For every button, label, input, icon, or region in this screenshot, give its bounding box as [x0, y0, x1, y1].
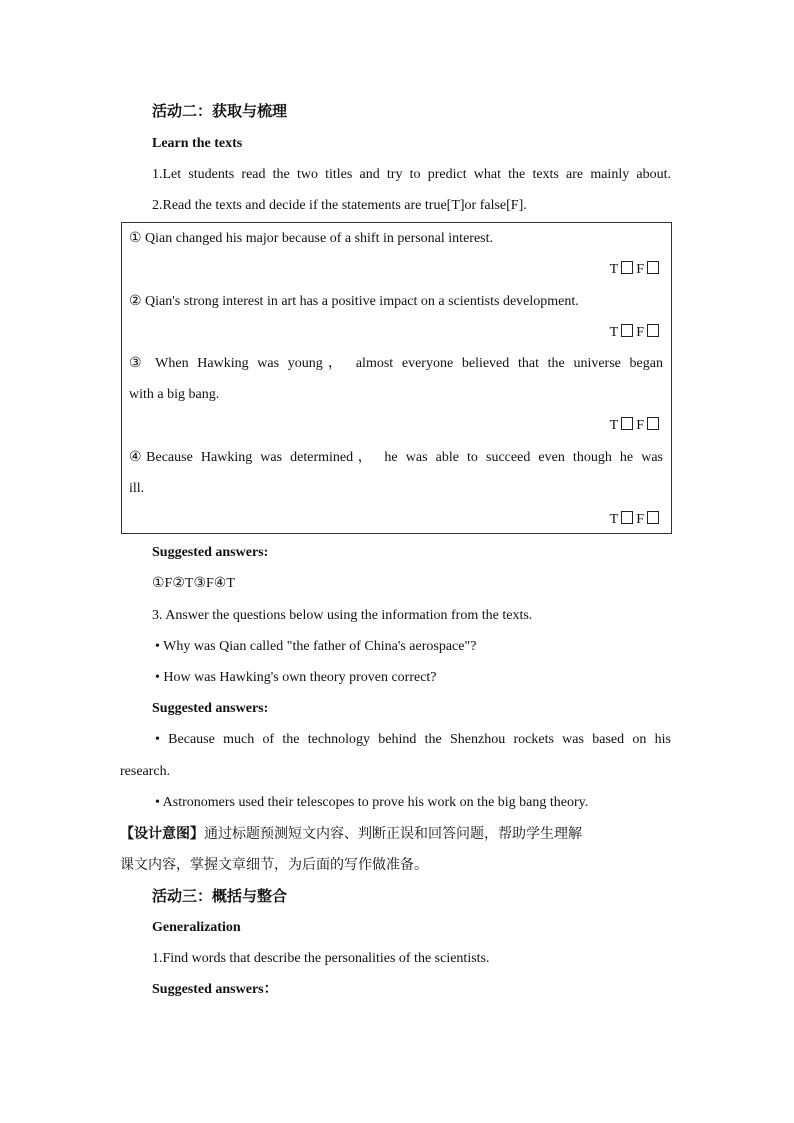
suggested-answers-label-1: Suggested answers:	[152, 545, 269, 560]
tf-choice-2	[610, 323, 662, 343]
statement-4-line-1: ④Because Hawking was determined， he was able to succeed even though he was	[129, 450, 663, 465]
design-intent-line-2: 课文内容，掌握文章细节，为后面的写作做准备。	[120, 857, 428, 873]
statement-3-line-1: ③ When Hawking was young， almost everyone believed that the universe began	[129, 356, 663, 371]
false-label: F	[636, 418, 644, 433]
tf-choice-3	[610, 416, 662, 436]
suggested-answers-label-2: Suggested answers:	[152, 701, 269, 716]
suggested-answers-label-3: Suggested answers：	[152, 982, 278, 997]
design-intent-label: 【设计意图】	[120, 826, 204, 842]
answer-1-line-1: • Because much of the technology behind the Shenzhou rockets was based on his	[155, 732, 671, 747]
statement-3-line-2: with a big bang.	[129, 387, 220, 402]
activity-three-heading: 活动三：概括与整合	[152, 887, 288, 905]
design-intent-line-1	[120, 824, 673, 844]
step-2-text: 2.Read the texts and decide if the statements are true[T]or false[F].	[152, 198, 527, 213]
generalization-subheading: Generalization	[152, 920, 241, 935]
generalization-step-1: 1.Find words that describe the personalities of the scientists.	[152, 951, 490, 966]
true-label: T	[609, 418, 619, 433]
learn-texts-subheading: Learn the texts	[152, 136, 243, 151]
answer-1-line-2: research.	[120, 764, 171, 779]
false-label: F	[636, 262, 644, 277]
answer-2: • Astronomers used their telescopes to prove his work on the big bang theory.	[155, 795, 589, 810]
true-checkbox[interactable]	[621, 417, 633, 430]
true-label: T	[609, 325, 619, 340]
question-2: • How was Hawking's own theory proven correct?	[155, 670, 437, 685]
false-checkbox[interactable]	[647, 417, 659, 430]
true-checkbox[interactable]	[621, 511, 633, 524]
false-checkbox[interactable]	[647, 511, 659, 524]
statement-1: ① Qian changed his major because of a shift in personal interest.	[129, 231, 493, 246]
true-label: T	[609, 512, 619, 527]
tf-choice-4	[610, 510, 662, 530]
true-label: T	[609, 262, 619, 277]
step-1-text: 1.Let students read the two titles and try to predict what the texts are mainly about.	[152, 167, 671, 182]
statement-2: ② Qian's strong interest in art has a positive impact on a scientists development.	[129, 294, 579, 309]
true-false-table	[121, 222, 672, 534]
step-3-text: 3. Answer the questions below using the information from the texts.	[152, 608, 533, 623]
false-checkbox[interactable]	[647, 324, 659, 337]
activity-two-heading: 活动二：获取与梳理	[152, 102, 288, 120]
statement-4-line-2: ill.	[129, 481, 145, 496]
design-intent-text: 通过标题预测短文内容、判断正误和回答问题，帮助学生理解	[204, 826, 582, 842]
tf-choice-1	[610, 260, 662, 280]
false-label: F	[636, 325, 644, 340]
true-checkbox[interactable]	[621, 324, 633, 337]
true-checkbox[interactable]	[621, 261, 633, 274]
true-false-answers: ①F②T③F④T	[152, 576, 235, 591]
question-1: • Why was Qian called "the father of China's aerospace"?	[155, 639, 477, 654]
false-label: F	[636, 512, 644, 527]
false-checkbox[interactable]	[647, 261, 659, 274]
